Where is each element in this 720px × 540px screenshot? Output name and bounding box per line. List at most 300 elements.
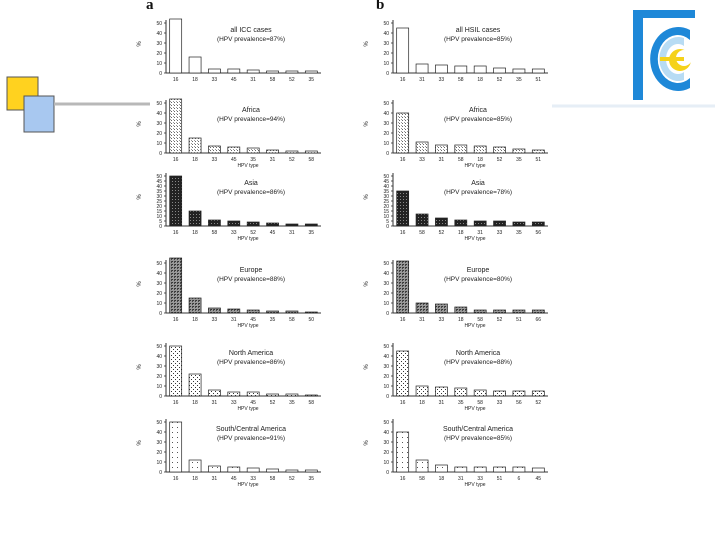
x-tick-label: 51 [535, 77, 542, 83]
bar-52 [435, 218, 447, 226]
bar-33 [435, 65, 447, 73]
y-tick-label: 40 [383, 111, 389, 117]
y-tick-label: 20 [156, 291, 162, 297]
y-tick-label: 30 [156, 121, 162, 127]
y-tick-label: 10 [383, 61, 389, 67]
y-tick-label: 20 [156, 374, 162, 380]
x-tick-label: 18 [477, 77, 483, 83]
chart-a-1 [137, 99, 321, 169]
y-tick-label: 40 [156, 354, 162, 360]
bar-35 [513, 222, 525, 226]
chart-subtitle: (HPV prevalence=86%) [216, 189, 286, 196]
y-tick-label: 10 [383, 460, 389, 466]
chart-title: South/Central America [442, 426, 514, 433]
x-tick-label: 31 [211, 400, 218, 406]
bar-31 [267, 150, 279, 153]
bar-31 [208, 466, 220, 472]
bar-45 [228, 147, 240, 153]
x-tick-label: 33 [496, 230, 503, 236]
bar-35 [513, 149, 525, 153]
chart-title: South/Central America [215, 426, 287, 433]
y-tick-label: 40 [156, 271, 162, 277]
x-tick-label: 33 [211, 77, 218, 83]
y-tick-label: 10 [156, 301, 162, 307]
y-tick-label: 40 [156, 430, 162, 436]
chart-a-3 [137, 258, 321, 329]
x-tick-label: 33 [419, 157, 425, 163]
y-tick-label: 25 [156, 199, 162, 205]
chart-title: Europe [466, 267, 490, 274]
bar-58 [474, 390, 486, 396]
x-tick-label: 31 [231, 317, 237, 323]
bar-58 [267, 71, 279, 73]
bar-31 [416, 64, 428, 73]
x-tick-label: 31 [211, 476, 218, 482]
chart-subtitle: (HPV prevalence=87%) [216, 36, 286, 43]
chart-a-2 [137, 173, 321, 242]
y-tick-label: 5 [159, 219, 162, 225]
y-tick-label: 30 [383, 41, 389, 47]
x-tick-label: 51 [496, 476, 503, 482]
x-axis-label: HPV type [237, 236, 259, 242]
x-tick-label: 35 [250, 157, 256, 163]
chart-subtitle: (HPV prevalence=88%) [443, 359, 513, 366]
x-tick-label: 58 [289, 317, 295, 323]
chart-title: Europe [239, 267, 263, 274]
x-tick-label: 52 [289, 157, 295, 163]
x-tick-label: 45 [269, 230, 276, 236]
bar-52 [494, 147, 506, 153]
chart-b-0 [364, 20, 548, 83]
bar-58 [305, 151, 317, 153]
x-tick-label: 18 [438, 476, 445, 482]
chart-b-1 [364, 100, 548, 169]
bar-58 [305, 395, 317, 396]
chart-subtitle: (HPV prevalence=88%) [216, 276, 286, 283]
chart-subtitle: (HPV prevalence=85%) [443, 435, 513, 442]
x-tick-label: 31 [250, 77, 256, 83]
x-tick-label: 18 [192, 476, 198, 482]
x-tick-label: 52 [496, 317, 503, 323]
y-axis-label: % [137, 281, 143, 287]
x-tick-label: 52 [496, 77, 503, 83]
bar-51 [494, 467, 506, 472]
chart-b-5 [364, 419, 548, 488]
bar-31 [474, 221, 486, 226]
x-axis-label: HPV type [464, 406, 486, 412]
y-tick-label: 15 [156, 209, 162, 215]
x-tick-label: 58 [477, 317, 483, 323]
x-tick-label: 18 [419, 400, 425, 406]
x-tick-label: 51 [516, 317, 522, 323]
y-tick-label: 0 [386, 71, 389, 77]
bar-33 [435, 304, 447, 313]
chart-a-0 [137, 19, 321, 83]
chart-b-3 [364, 260, 548, 329]
bar-33 [474, 467, 486, 472]
x-tick-label: 35 [516, 230, 522, 236]
y-tick-label: 30 [156, 281, 162, 287]
y-axis-label: % [137, 194, 143, 200]
x-tick-label: 52 [535, 400, 542, 406]
y-tick-label: 10 [383, 141, 389, 147]
bar-45 [267, 223, 279, 226]
y-tick-label: 50 [383, 420, 389, 426]
y-tick-label: 40 [383, 31, 389, 37]
bar-33 [494, 391, 506, 396]
bar-35 [286, 394, 298, 396]
chart-title: all ICC cases [230, 27, 272, 34]
y-tick-label: 40 [383, 184, 389, 190]
y-tick-label: 0 [159, 394, 162, 400]
y-tick-label: 40 [156, 111, 162, 117]
x-tick-label: 18 [477, 157, 483, 163]
y-tick-label: 30 [156, 440, 162, 446]
y-tick-label: 50 [383, 101, 389, 107]
x-tick-label: 33 [211, 317, 218, 323]
x-axis-label: HPV type [464, 323, 486, 329]
x-tick-label: 33 [211, 157, 218, 163]
y-tick-label: 0 [159, 71, 162, 77]
y-tick-label: 50 [156, 21, 162, 27]
y-tick-label: 50 [156, 261, 162, 267]
chart-b-2 [364, 173, 548, 242]
bar-33 [228, 392, 240, 396]
bar-16 [170, 346, 182, 396]
bar-52 [286, 470, 298, 472]
bar-33 [208, 69, 220, 73]
x-axis-label: HPV type [464, 163, 486, 169]
x-tick-label: 52 [496, 157, 503, 163]
y-tick-label: 30 [383, 121, 389, 127]
bar-18 [416, 386, 428, 396]
chart-subtitle: (HPV prevalence=78%) [443, 189, 513, 196]
x-tick-label: 31 [419, 317, 425, 323]
y-tick-label: 10 [156, 214, 162, 220]
x-axis-label: HPV type [237, 406, 259, 412]
bar-56 [513, 391, 525, 396]
y-tick-label: 50 [383, 344, 389, 350]
y-tick-label: 40 [383, 354, 389, 360]
y-tick-label: 50 [156, 344, 162, 350]
bar-31 [208, 390, 220, 396]
x-tick-label: 33 [231, 230, 237, 236]
x-tick-label: 58 [211, 230, 218, 236]
bar-58 [286, 311, 298, 313]
x-tick-label: 16 [399, 317, 406, 323]
y-tick-label: 50 [156, 420, 162, 426]
x-tick-label: 16 [172, 77, 179, 83]
x-axis-label: HPV type [464, 482, 486, 488]
x-tick-label: 31 [477, 230, 483, 236]
bar-58 [208, 220, 220, 226]
y-tick-label: 0 [159, 311, 162, 317]
x-axis-label: HPV type [237, 323, 259, 329]
y-tick-label: 30 [383, 364, 389, 370]
bar-16 [170, 99, 182, 153]
bar-51 [532, 150, 544, 153]
x-tick-label: 56 [516, 400, 522, 406]
y-tick-label: 0 [386, 151, 389, 157]
x-tick-label: 58 [477, 400, 483, 406]
y-axis-label: % [137, 364, 143, 370]
x-tick-label: 35 [516, 77, 522, 83]
y-axis-label: % [364, 121, 370, 127]
x-tick-label: 35 [269, 317, 276, 323]
bar-31 [247, 70, 259, 73]
bar-6 [513, 467, 525, 472]
y-tick-label: 15 [383, 209, 389, 215]
bar-18 [189, 460, 201, 472]
y-tick-label: 50 [156, 101, 162, 107]
bar-51 [532, 69, 544, 73]
bar-33 [247, 468, 259, 472]
panel-label-b: b [376, 0, 385, 13]
bar-16 [397, 351, 409, 396]
y-tick-label: 45 [383, 179, 389, 185]
y-axis-label: % [137, 121, 143, 127]
y-axis-label: % [364, 41, 370, 47]
bar-45 [247, 310, 259, 313]
chart-subtitle: (HPV prevalence=85%) [443, 36, 513, 43]
chart-title: Africa [242, 107, 260, 114]
x-tick-label: 18 [192, 317, 198, 323]
bar-18 [455, 307, 467, 313]
x-tick-label: 18 [192, 400, 198, 406]
bar-66 [532, 310, 544, 313]
x-tick-label: 18 [458, 230, 464, 236]
panel-label-a: a [146, 0, 154, 13]
bar-35 [455, 388, 467, 396]
x-tick-label: 16 [172, 400, 179, 406]
y-tick-label: 40 [156, 184, 162, 190]
y-tick-label: 20 [156, 131, 162, 137]
x-tick-label: 52 [289, 476, 295, 482]
x-tick-label: 31 [438, 157, 445, 163]
chart-b-4 [364, 343, 548, 412]
x-tick-label: 16 [399, 476, 406, 482]
bar-52 [532, 391, 544, 396]
y-tick-label: 10 [383, 301, 389, 307]
x-tick-label: 45 [231, 157, 237, 163]
bar-31 [416, 303, 428, 313]
chart-title: all HSIL cases [455, 27, 501, 34]
x-tick-label: 16 [399, 77, 406, 83]
y-tick-label: 50 [383, 174, 389, 180]
chart-subtitle: (HPV prevalence=80%) [443, 276, 513, 283]
x-tick-label: 66 [535, 317, 542, 323]
bar-18 [189, 138, 201, 153]
x-axis-label: HPV type [237, 163, 259, 169]
y-tick-label: 10 [156, 384, 162, 390]
y-axis-label: % [364, 440, 370, 446]
y-tick-label: 40 [383, 271, 389, 277]
bar-16 [397, 261, 409, 313]
x-tick-label: 18 [192, 77, 198, 83]
y-tick-label: 0 [386, 470, 389, 476]
x-tick-label: 35 [308, 77, 315, 83]
x-tick-label: 31 [458, 476, 464, 482]
x-tick-label: 58 [269, 476, 276, 482]
x-axis-label: HPV type [237, 482, 259, 488]
bar-52 [286, 71, 298, 73]
bar-16 [397, 191, 409, 226]
x-tick-label: 35 [458, 400, 464, 406]
x-tick-label: 16 [172, 317, 179, 323]
x-tick-label: 50 [308, 317, 315, 323]
chart-a-4 [137, 343, 321, 412]
bar-50 [305, 312, 317, 313]
chart-title: Asia [244, 180, 258, 187]
x-tick-label: 45 [250, 317, 256, 323]
x-tick-label: 18 [192, 157, 198, 163]
y-tick-label: 30 [156, 41, 162, 47]
x-tick-label: 31 [438, 400, 445, 406]
y-tick-label: 0 [386, 224, 389, 230]
bar-31 [228, 309, 240, 313]
x-tick-label: 33 [496, 400, 503, 406]
x-tick-label: 45 [535, 476, 542, 482]
y-tick-label: 40 [383, 430, 389, 436]
chart-a-5 [137, 419, 321, 488]
y-tick-label: 30 [383, 440, 389, 446]
y-tick-label: 20 [156, 450, 162, 456]
x-tick-label: 18 [192, 230, 198, 236]
chart-subtitle: (HPV prevalence=94%) [216, 116, 286, 123]
bar-16 [170, 19, 182, 73]
x-tick-label: 33 [250, 476, 256, 482]
y-tick-label: 20 [383, 450, 389, 456]
y-tick-label: 50 [156, 174, 162, 180]
x-tick-label: 33 [438, 77, 445, 83]
bar-51 [513, 310, 525, 313]
bar-18 [474, 66, 486, 73]
y-tick-label: 10 [156, 61, 162, 67]
y-tick-label: 20 [383, 51, 389, 57]
y-tick-label: 25 [383, 199, 389, 205]
bar-52 [494, 68, 506, 73]
bar-45 [247, 392, 259, 396]
bar-33 [228, 221, 240, 226]
x-tick-label: 51 [535, 157, 542, 163]
bar-31 [435, 387, 447, 396]
bar-18 [455, 220, 467, 226]
x-tick-label: 58 [308, 157, 315, 163]
bar-18 [474, 146, 486, 153]
bar-52 [286, 151, 298, 153]
y-tick-label: 30 [383, 281, 389, 287]
bar-33 [416, 142, 428, 153]
y-tick-label: 30 [383, 194, 389, 200]
x-tick-label: 33 [477, 476, 483, 482]
x-tick-label: 35 [289, 400, 295, 406]
x-tick-label: 52 [250, 230, 256, 236]
x-tick-label: 45 [250, 400, 256, 406]
bar-45 [228, 467, 240, 472]
chart-subtitle: (HPV prevalence=85%) [443, 116, 513, 123]
y-tick-label: 20 [383, 131, 389, 137]
y-tick-label: 10 [156, 141, 162, 147]
y-tick-label: 5 [386, 219, 389, 225]
x-tick-label: 58 [308, 400, 315, 406]
x-tick-label: 16 [399, 230, 406, 236]
chart-title: Asia [471, 180, 485, 187]
y-tick-label: 20 [156, 51, 162, 57]
bar-18 [435, 465, 447, 472]
bar-31 [286, 224, 298, 226]
y-tick-label: 30 [156, 194, 162, 200]
bar-35 [247, 148, 259, 153]
x-tick-label: 35 [308, 230, 315, 236]
y-tick-label: 0 [386, 311, 389, 317]
bar-45 [532, 468, 544, 472]
y-axis-label: % [137, 440, 143, 446]
y-tick-label: 0 [159, 151, 162, 157]
bar-33 [208, 146, 220, 153]
x-tick-label: 16 [399, 157, 406, 163]
bar-18 [189, 57, 201, 73]
bar-33 [494, 221, 506, 226]
x-tick-label: 58 [458, 157, 464, 163]
bar-58 [267, 469, 279, 472]
bar-16 [170, 258, 182, 313]
x-tick-label: 58 [458, 77, 464, 83]
bar-18 [189, 298, 201, 313]
x-tick-label: 18 [458, 317, 464, 323]
x-tick-label: 45 [231, 77, 237, 83]
x-tick-label: 16 [172, 476, 179, 482]
bar-35 [305, 224, 317, 226]
y-tick-label: 35 [383, 189, 389, 195]
bar-58 [416, 460, 428, 472]
y-tick-label: 50 [383, 261, 389, 267]
x-tick-label: 56 [535, 230, 542, 236]
x-tick-label: 16 [172, 157, 179, 163]
y-tick-label: 0 [386, 394, 389, 400]
chart-subtitle: (HPV prevalence=86%) [216, 359, 286, 366]
bar-58 [455, 145, 467, 153]
y-tick-label: 35 [156, 189, 162, 195]
bar-58 [416, 214, 428, 226]
x-tick-label: 16 [399, 400, 406, 406]
y-tick-label: 45 [156, 179, 162, 185]
x-tick-label: 31 [419, 77, 425, 83]
x-tick-label: 35 [516, 157, 522, 163]
bar-18 [189, 211, 201, 226]
bar-16 [397, 28, 409, 73]
bar-52 [494, 310, 506, 313]
bar-56 [532, 222, 544, 226]
x-tick-label: 33 [438, 317, 445, 323]
x-tick-label: 52 [289, 77, 295, 83]
x-tick-label: 58 [419, 476, 425, 482]
y-tick-label: 10 [156, 460, 162, 466]
y-axis-label: % [137, 41, 143, 47]
chart-title: North America [455, 350, 501, 357]
y-tick-label: 10 [383, 384, 389, 390]
x-tick-label: 31 [289, 230, 295, 236]
y-axis-label: % [364, 364, 370, 370]
bar-18 [189, 374, 201, 396]
bar-16 [397, 432, 409, 472]
bar-16 [170, 176, 182, 226]
chart-title: North America [228, 350, 274, 357]
x-tick-label: 35 [308, 476, 315, 482]
x-tick-label: 45 [231, 476, 237, 482]
bar-35 [513, 69, 525, 73]
x-axis-label: HPV type [464, 236, 486, 242]
y-tick-label: 50 [383, 21, 389, 27]
